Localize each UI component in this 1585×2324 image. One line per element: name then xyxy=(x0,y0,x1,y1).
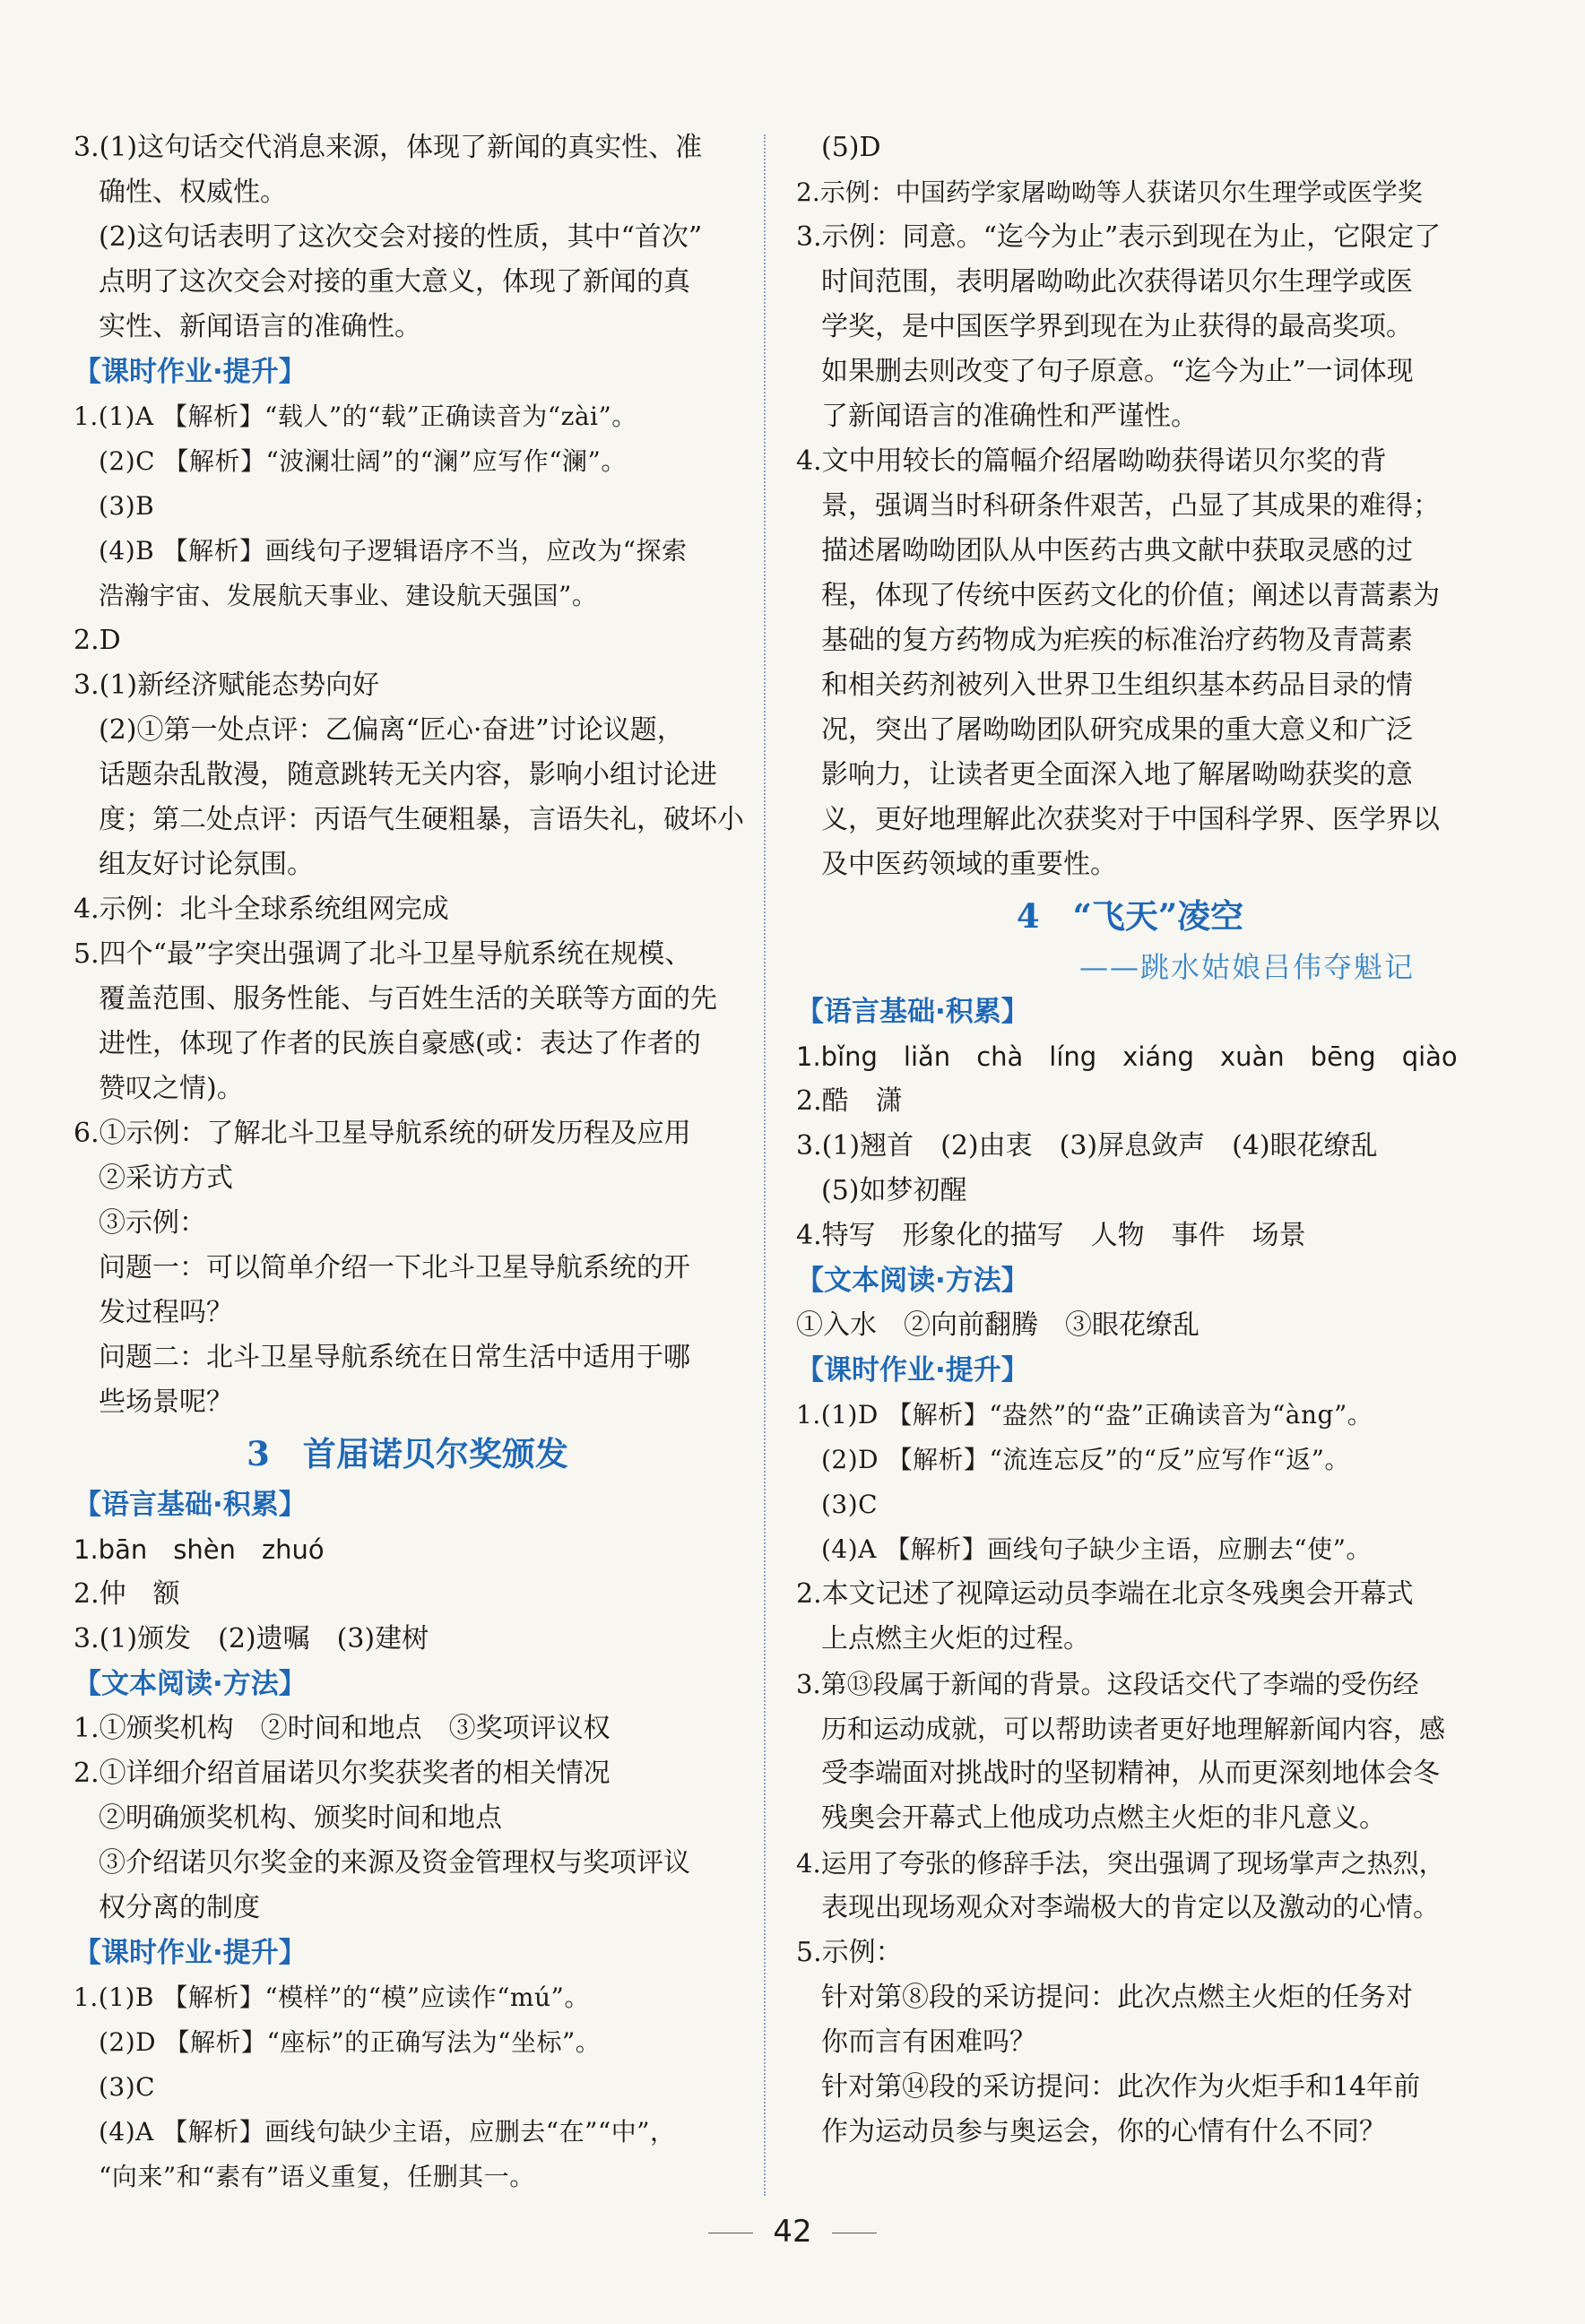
text-line: 作为运动员参与奥运会，你的心情有什么不同？ xyxy=(821,2116,1386,2147)
lesson-title: 4 “飞天”凌空 xyxy=(1016,896,1244,936)
text-line: 1.(1)A 【解析】“载人”的“载”正确读音为“zài”。 xyxy=(74,402,637,431)
text-line: 权分离的制度 xyxy=(99,1892,260,1923)
text-line: 影响力，让读者更全面深入地了解屠呦呦获奖的意 xyxy=(821,759,1413,791)
text-line: 2.示例：中国药学家屠呦呦等人获诺贝尔生理学或医学奖 xyxy=(796,177,1423,207)
text-line: 2.酷 潇 xyxy=(796,1085,903,1117)
text-line: 度；第二处点评：丙语气生硬粗暴，言语失礼，破坏小 xyxy=(99,804,744,835)
text-line: 程，体现了传统中医药文化的价值；阐述以青蒿素为 xyxy=(821,580,1440,611)
page-number-text: 42 xyxy=(773,2214,812,2250)
section-header: 【课时作业·提升】 xyxy=(74,356,307,388)
text-line: 2.本文记述了视障运动员李端在北京冬残奥会开幕式 xyxy=(796,1578,1414,1610)
text-line: 组友好讨论氛围。 xyxy=(99,849,314,880)
text-line: 针对第⑭段的采访提问：此次作为火炬手和14年前 xyxy=(821,2071,1421,2103)
text-line: 发过程吗？ xyxy=(99,1297,233,1328)
text-line: 5.四个“最”字突出强调了北斗卫星导航系统在规模、 xyxy=(74,938,692,970)
text-line: 1.bǐng liǎn chà líng xiáng xuàn bēng qiào xyxy=(796,1041,1458,1072)
text-line: 针对第⑧段的采访提问：此次点燃主火炬的任务对 xyxy=(821,1982,1413,2013)
text-line: 义，更好地理解此次获奖对于中国科学界、医学界以 xyxy=(821,804,1440,835)
text-line: ③介绍诺贝尔奖金的来源及资金管理权与奖项评议 xyxy=(99,1847,690,1879)
text-line: 3.(1)这句话交代消息来源，体现了新闻的真实性、准 xyxy=(74,132,703,163)
text-line: (3)C xyxy=(821,1490,879,1519)
text-line: (2)D 【解析】“流连忘反”的“反”应写作“返”。 xyxy=(821,1445,1350,1474)
section-header: 【文本阅读·方法】 xyxy=(74,1668,307,1700)
text-line: 如果删去则改变了句子原意。“迄今为止”一词体现 xyxy=(821,356,1414,387)
text-line: (5)如梦初醒 xyxy=(821,1175,967,1206)
text-line: 1.①颁奖机构 ②时间和地点 ③奖项评议权 xyxy=(74,1713,611,1744)
page-number xyxy=(0,2214,1585,2250)
text-line: 了新闻语言的准确性和严谨性。 xyxy=(821,401,1198,432)
section-header: 【语言基础·积累】 xyxy=(796,996,1029,1028)
text-line: 赞叹之情)。 xyxy=(99,1073,244,1104)
text-line: 点明了这次交会对接的重大意义，体现了新闻的真 xyxy=(99,266,690,298)
text-line: 3.(1)翘首 (2)由衷 (3)屏息敛声 (4)眼花缭乱 xyxy=(796,1130,1378,1162)
text-line: 3.示例：同意。“迄今为止”表示到现在为止，它限定了 xyxy=(796,221,1442,253)
lesson-title: 3 首届诺贝尔奖颁发 xyxy=(247,1434,568,1473)
text-line: 3.(1)新经济赋能态势向好 xyxy=(74,670,380,701)
text-line: (4)B 【解析】画线句子逻辑语序不当，应改为“探索 xyxy=(99,536,688,566)
text-line: 况，突出了屠呦呦团队研究成果的重大意义和广泛 xyxy=(821,714,1413,746)
text-line: 学奖，是中国医学界到现在为止获得的最高奖项。 xyxy=(821,311,1413,342)
text-line: (2)C 【解析】“波澜壮阔”的“澜”应写作“澜”。 xyxy=(99,446,627,476)
text-line: “向来”和“素有”语义重复，任删其一。 xyxy=(99,2162,535,2191)
text-line: (4)A 【解析】画线句子缺少主语，应删去“使”。 xyxy=(821,1534,1372,1564)
text-line: 问题一：可以简单介绍一下北斗卫星导航系统的开 xyxy=(99,1252,690,1283)
text-line: 进性，体现了作者的民族自豪感(或：表达了作者的 xyxy=(99,1028,701,1059)
text-line: 确性、权威性。 xyxy=(99,177,287,208)
text-line: (2)这句话表明了这次交会对接的性质，其中“首次” xyxy=(99,221,703,253)
text-line: 景，强调当时科研条件艰苦，凸显了其成果的难得； xyxy=(821,490,1440,522)
text-line: 受李端面对挑战时的坚韧精神，从而更深刻地体会冬 xyxy=(821,1758,1440,1789)
text-line: 基础的复方药物成为疟疾的标准治疗药物及青蒿素 xyxy=(821,625,1413,656)
text-line: 1.(1)B 【解析】“模样”的“模”应读作“mú”。 xyxy=(74,1983,590,2012)
text-line: 4.文中用较长的篇幅介绍屠呦呦获得诺贝尔奖的背 xyxy=(796,445,1387,477)
text-line: 4.运用了夸张的修辞手法，突出强调了现场掌声之热烈， xyxy=(796,1848,1445,1879)
text-line: 残奥会开幕式上他成功点燃主火炬的非凡意义。 xyxy=(821,1802,1386,1834)
text-line: (3)B xyxy=(99,491,155,521)
text-line: 1.bān shèn zhuó xyxy=(74,1534,325,1565)
text-line: 话题杂乱散漫，随意跳转无关内容，影响小组讨论进 xyxy=(99,759,717,791)
text-line: ②采访方式 xyxy=(99,1162,233,1194)
text-line: 6.①示例：了解北斗卫星导航系统的研发历程及应用 xyxy=(74,1118,691,1149)
text-line: 描述屠呦呦团队从中医药古典文献中获取灵感的过 xyxy=(821,535,1413,566)
text-line: (3)C xyxy=(99,2072,156,2102)
text-line: 2.D xyxy=(74,625,121,656)
text-line: 4.示例：北斗全球系统组网完成 xyxy=(74,894,449,925)
section-header: 【语言基础·积累】 xyxy=(74,1489,307,1521)
section-header: 【课时作业·提升】 xyxy=(74,1937,307,1969)
left-column xyxy=(74,125,744,2199)
text-line: 2.仲 额 xyxy=(74,1578,180,1610)
text-line: (5)D xyxy=(821,132,881,163)
text-line: 浩瀚宇宙、发展航天事业、建设航天强国”。 xyxy=(99,581,598,610)
text-line: 1.(1)D 【解析】“盎然”的“盎”正确读音为“àng”。 xyxy=(796,1400,1373,1430)
text-line: 你而言有困难吗？ xyxy=(821,2026,1036,2058)
text-line: 上点燃主火炬的过程。 xyxy=(821,1623,1090,1654)
text-line: (4)A 【解析】画线句缺少主语，应删去“在”“中”， xyxy=(99,2117,676,2147)
section-header: 【课时作业·提升】 xyxy=(796,1354,1029,1387)
text-line: 和相关药剂被列入世界卫生组织基本药品目录的情 xyxy=(821,670,1413,701)
text-line: 2.①详细介绍首届诺贝尔奖获奖者的相关情况 xyxy=(74,1758,611,1789)
text-line: 3.第⑬段属于新闻的背景。这段话交代了李端的受伤经 xyxy=(796,1669,1419,1699)
text-line: 历和运动成就，可以帮助读者更好地理解新闻内容，感 xyxy=(821,1714,1446,1744)
right-column xyxy=(796,125,1464,2155)
text-line: 时间范围，表明屠呦呦此次获得诺贝尔生理学或医 xyxy=(821,266,1413,298)
text-line: 4.特写 形象化的描写 人物 事件 场景 xyxy=(796,1220,1306,1251)
text-line: (2)D 【解析】“座标”的正确写法为“坐标”。 xyxy=(99,2027,602,2057)
text-line: (2)①第一处点评：乙偏离“匠心·奋进”讨论议题， xyxy=(99,714,684,746)
section-header: 【文本阅读·方法】 xyxy=(796,1265,1029,1297)
text-line: 5.示例： xyxy=(796,1937,903,1968)
text-line: ②明确颁奖机构、颁奖时间和地点 xyxy=(99,1802,502,1834)
text-line: ①入水 ②向前翻腾 ③眼花缭乱 xyxy=(796,1309,1200,1341)
column-divider xyxy=(764,134,766,2196)
text-line: 覆盖范围、服务性能、与百姓生活的关联等方面的先 xyxy=(99,983,717,1015)
lesson-subtitle: ——跳水姑娘吕伟夺魁记 xyxy=(1078,950,1415,984)
text-line: 些场景呢？ xyxy=(99,1387,233,1418)
text-line: 及中医药领域的重要性。 xyxy=(821,849,1117,880)
text-line: 实性、新闻语言的准确性。 xyxy=(99,311,421,342)
text-line: 问题二：北斗卫星导航系统在日常生活中适用于哪 xyxy=(99,1342,690,1373)
text-line: 表现出现场观众对李端极大的肯定以及激动的心情。 xyxy=(821,1892,1440,1923)
text-line: ③示例： xyxy=(99,1207,206,1239)
text-line: 3.(1)颁发 (2)遗嘱 (3)建树 xyxy=(74,1623,429,1654)
